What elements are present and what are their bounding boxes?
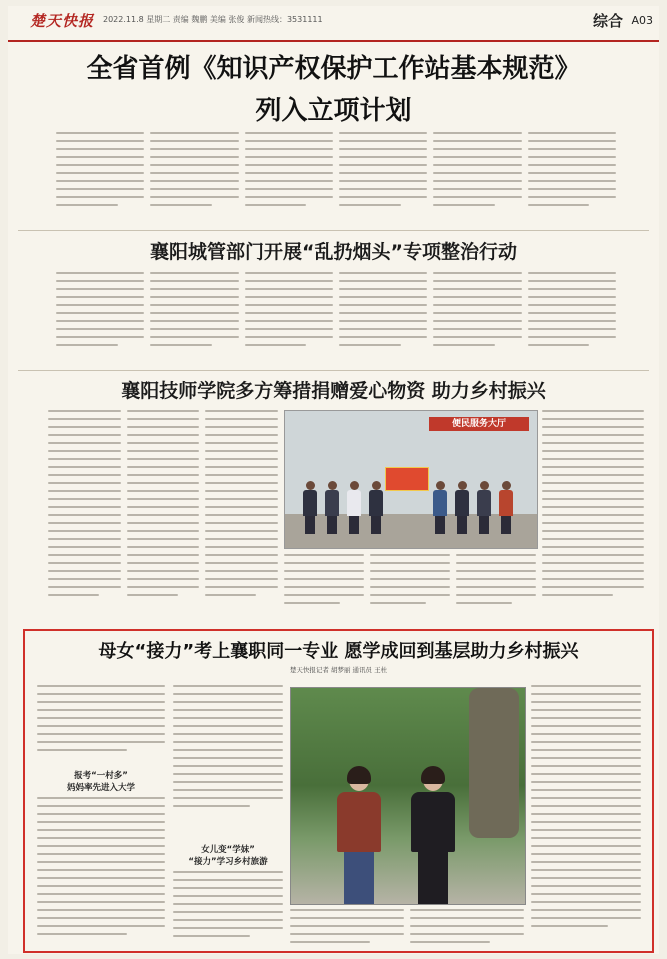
featured-body-col2 xyxy=(173,685,283,805)
divider xyxy=(18,230,649,231)
article2-headline: 襄阳城管部门开展“乱扔烟头”专项整治行动 xyxy=(150,241,517,263)
subhead-2-line2: “接力”学习乡村旅游 xyxy=(188,857,268,867)
article3-body-right xyxy=(542,410,644,610)
divider xyxy=(18,370,649,371)
featured-body-col1 xyxy=(37,685,165,765)
article3-body-left xyxy=(48,410,278,610)
subhead-2 xyxy=(173,843,283,867)
subhead-2-line1: 女儿变“学妹” xyxy=(201,845,255,855)
featured-body-col2b xyxy=(173,871,283,941)
subhead-1-line2: 妈妈率先进入大学 xyxy=(66,783,135,793)
page-number: A03 xyxy=(631,14,653,27)
photo-person xyxy=(455,481,469,534)
photo-daughter xyxy=(411,769,455,904)
article3-body-below-photo xyxy=(284,554,536,614)
photo-person xyxy=(499,481,513,534)
article1-headline-line2: 列入立项计划 xyxy=(255,96,412,126)
featured-body-col1b xyxy=(37,797,165,937)
newspaper-logo: 楚天快报 xyxy=(30,12,95,30)
mother-daughter-photo xyxy=(290,687,526,905)
featured-article xyxy=(23,629,654,953)
photo-person xyxy=(433,481,447,534)
dateline: 2022.11.8 星期二 责编 魏鹏 美编 张俊 新闻热线：3531111 xyxy=(103,15,323,24)
featured-byline: 楚天快报记者 胡梦丽 通讯员 王杜 xyxy=(289,666,388,674)
donation-banner xyxy=(385,467,429,491)
subhead-1-line1: 报考“一村多” xyxy=(74,771,128,781)
photo-person xyxy=(369,481,383,534)
photo-person xyxy=(477,481,491,534)
subhead-1 xyxy=(37,769,165,793)
photo-sign: 便民服务大厅 xyxy=(429,417,529,431)
section-name: 综合 xyxy=(592,12,623,30)
newspaper-page xyxy=(8,6,659,954)
masthead xyxy=(8,6,659,42)
photo-person xyxy=(325,481,339,534)
featured-body-below-photo xyxy=(290,909,524,945)
article2-body xyxy=(56,272,616,364)
featured-headline: 母女“接力”考上襄职同一专业 愿学成回到基层助力乡村振兴 xyxy=(98,641,579,662)
donation-photo xyxy=(284,410,538,549)
photo-person xyxy=(347,481,361,534)
article1-headline-line1: 全省首例《知识产权保护工作站基本规范》 xyxy=(86,54,581,84)
photo-mother xyxy=(337,769,381,904)
article3-headline: 襄阳技师学院多方筹措捐赠爱心物资 助力乡村振兴 xyxy=(121,380,546,402)
featured-body-col4 xyxy=(531,685,641,941)
photo-person xyxy=(303,481,317,534)
article1-body xyxy=(56,132,616,224)
photo-tree xyxy=(469,688,519,838)
